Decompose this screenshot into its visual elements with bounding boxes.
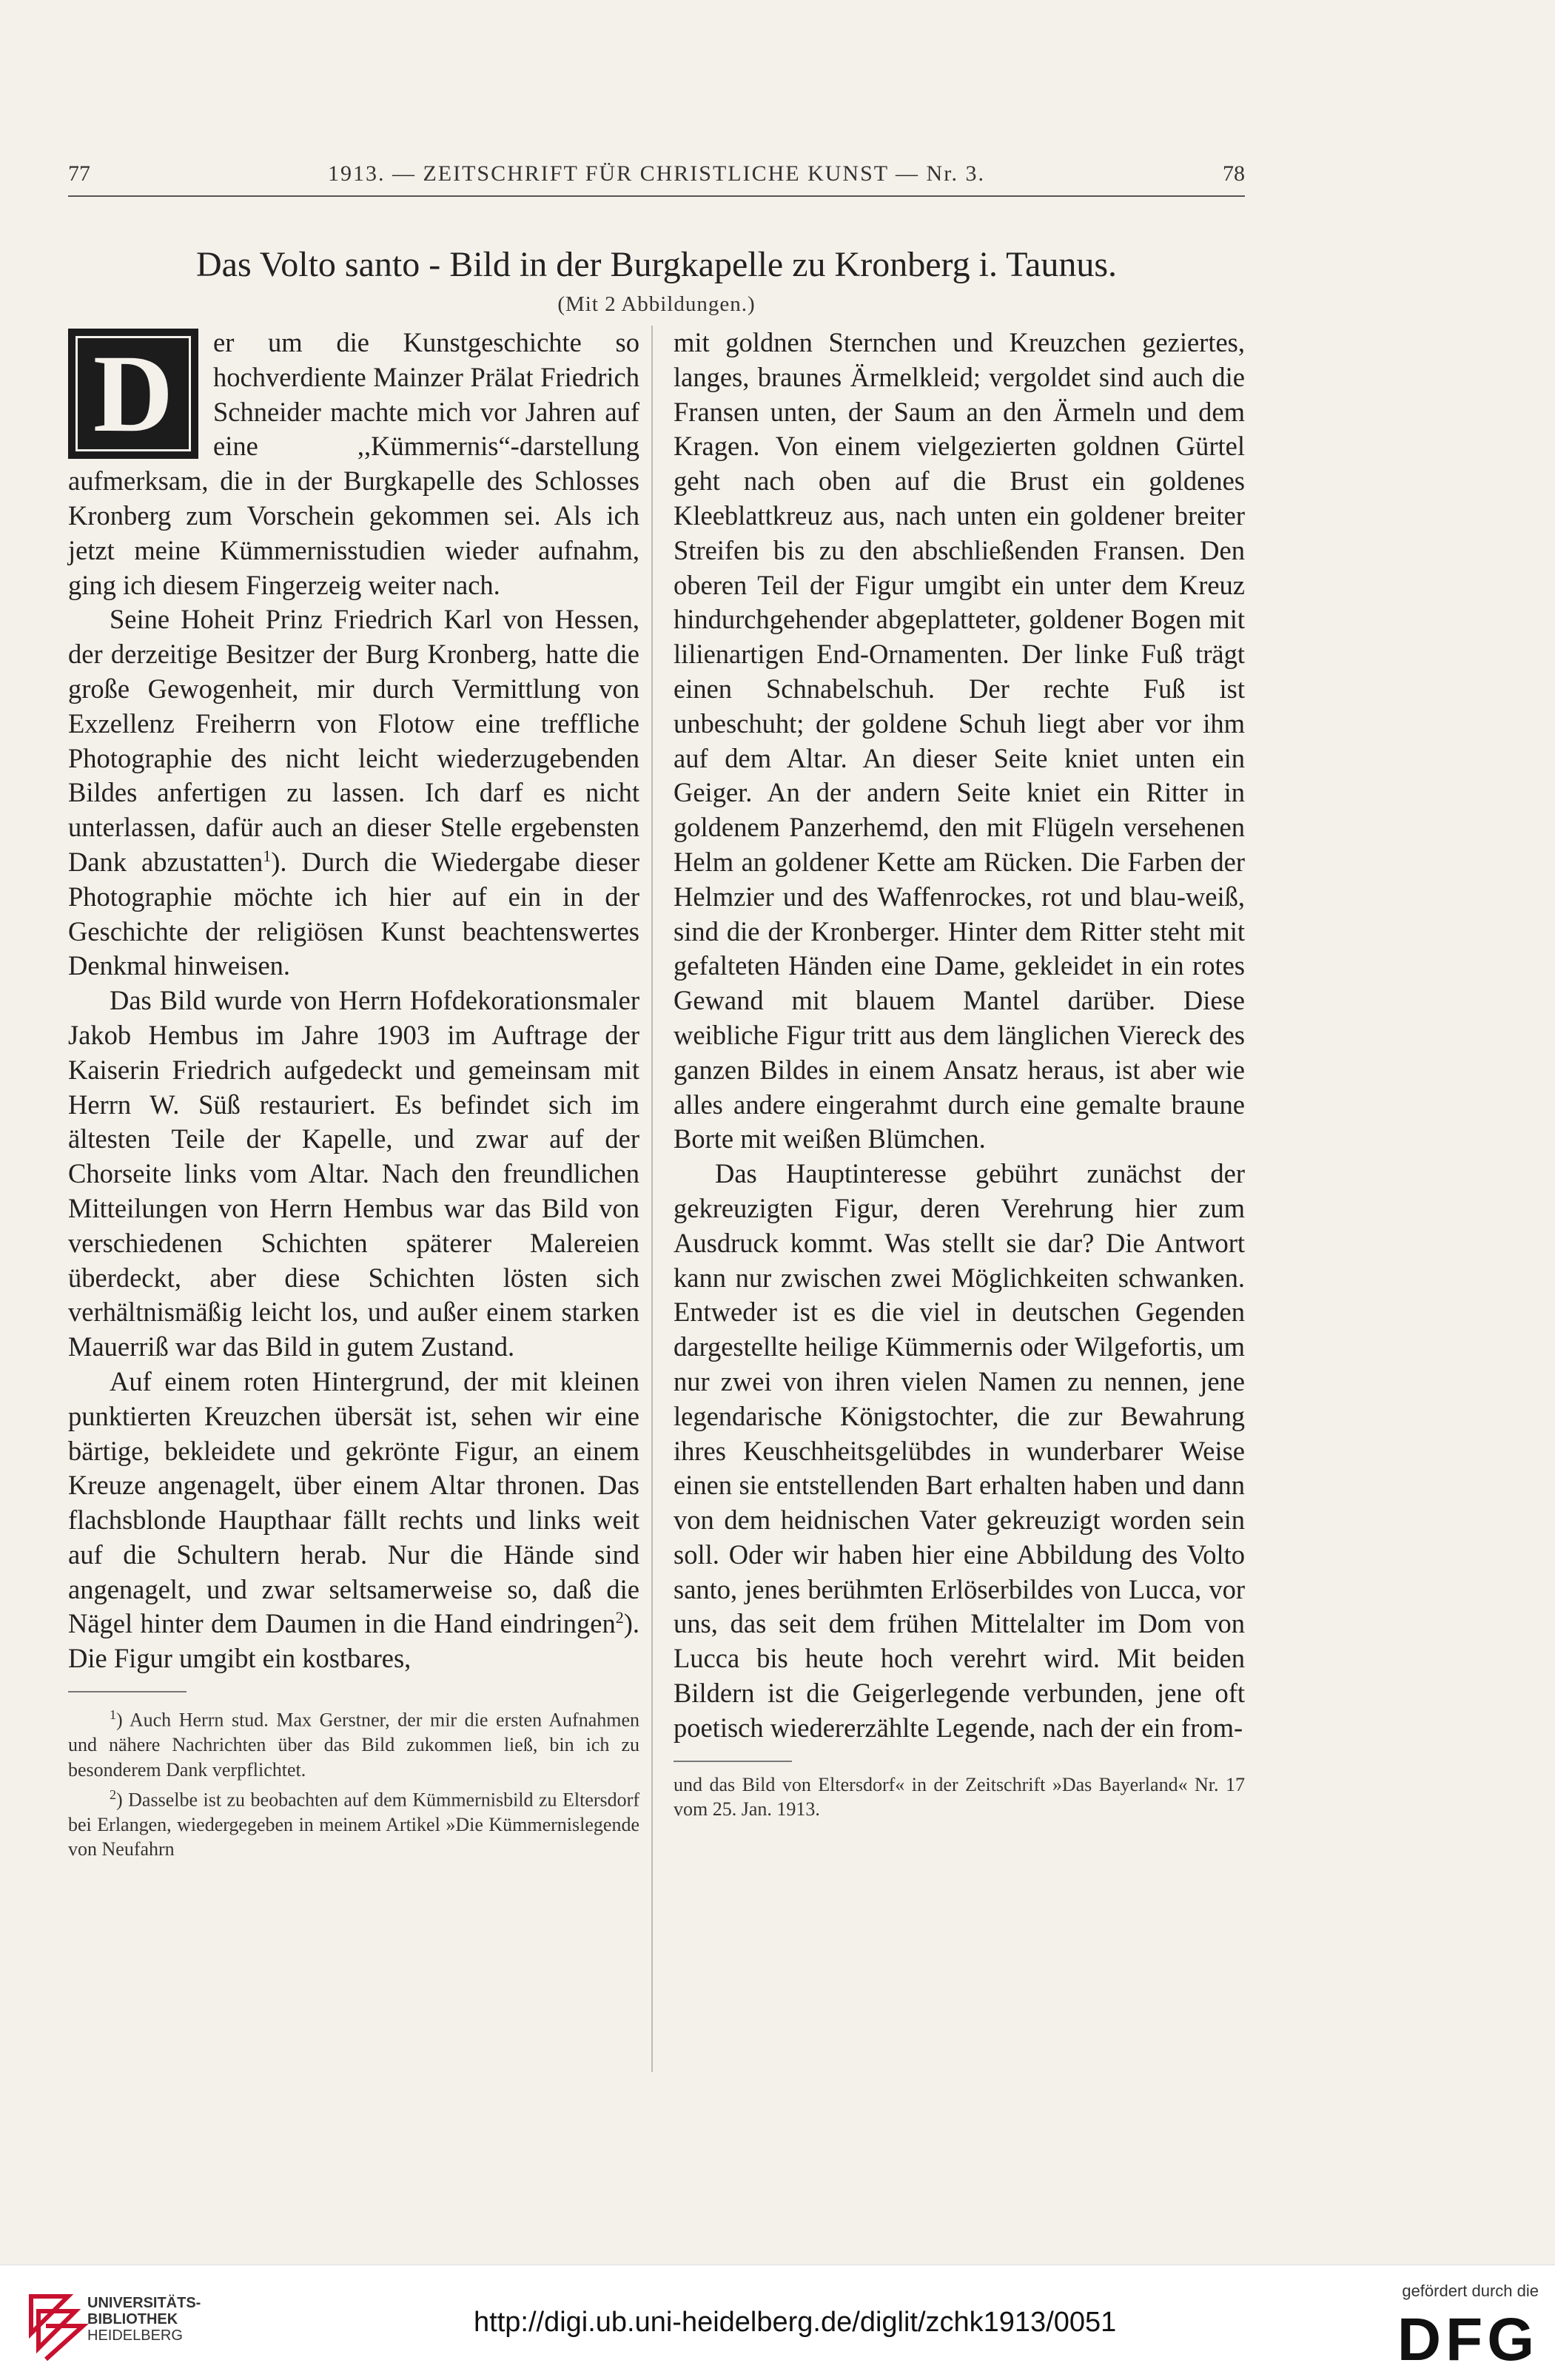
library-line-1: UNIVERSITÄTS- bbox=[87, 2295, 201, 2311]
page-number-left: 77 bbox=[68, 161, 90, 186]
university-library-logo-icon bbox=[16, 2282, 90, 2363]
footnote-2-continued: und das Bild von Eltersdorf« in der Zeitschrift »Das Bayerland« Nr. 17 vom 25. Jan. 1913. bbox=[674, 1773, 1245, 1821]
running-header bbox=[68, 161, 1245, 198]
paragraph-4-text: Auf einem roten Hintergrund, der mit kleinen punktierten Kreuzchen übersät ist, sehen wir eine bärtige, bekleidete und gekrönte Figur, an einem Kreuze angenagelt, über einem Altar thronen. Das flachsblonde Haupthaar fällt rechts und links weit auf die Schultern herab. Nur die Hände sind angenagelt, und zwar seltsamerweise so, daß die Nägel hinter dem Daumen in die Hand eindringen bbox=[68, 1365, 639, 1639]
column-separator bbox=[651, 326, 653, 2072]
footnote-2: $^2$) Dasselbe ist zu beobachten auf dem Kümmernisbild zu Eltersdorf bei Erlangen, wiedergegeben in meinem Artikel »Die Kümmernislegende von Neufahrn bbox=[68, 1786, 639, 1860]
footnote-ref-2: 2 bbox=[615, 1608, 624, 1627]
library-line-3: HEIDELBERG bbox=[87, 2327, 183, 2344]
footer-bar bbox=[0, 2265, 1555, 2380]
left-column bbox=[68, 326, 639, 1862]
running-title: 1913. — ZEITSCHRIFT FÜR CHRISTLICHE KUNST — Nr. 3. bbox=[327, 161, 986, 186]
paragraph-5: mit goldnen Sternchen und Kreuzchen geziertes, langes, braunes Ärmelkleid; vergoldet sind auch die Fransen unten, der Saum an den Ärmeln und dem Kragen. Von einem vielgezierten goldnen Gürtel geht nach oben auf die Brust ein goldenes Kleeblattkreuz aus, nach unten ein goldener breiter Streifen bis zu den abschließenden Fransen. Den oberen Teil der Figur umgibt ein unter dem Kreuz hindurchgehender abgeplatteter, goldener Bogen mit lilienartigen End-Ornamenten. Der linke Fuß trägt einen Schnabelschuh. Der rechte Fuß ist unbeschuht; der goldene Schuh liegt aber vor ihm auf dem Altar. An dieser Seite kniet unten ein Geiger. An der andern Seite kniet ein Ritter in goldenem Panzerhemd, den mit Flügeln versehenen Helm an goldener Kette am Rücken. Die Farben der Helmzier und des Waffenrockes, rot und blau-weiß, sind die der Kronberger. Hinter dem Ritter steht mit gefalteten Händen eine Dame, gekleidet in ein rotes Gewand mit blauem Mantel darüber. Diese weibliche Figur tritt aus dem länglichen Viereck des ganzen Bildes in einem Ansatz heraus, ist aber wie alles andere eingerahmt durch eine gemalte braune Borte mit weißen Blümchen. bbox=[674, 327, 1245, 1154]
paragraph-4 bbox=[68, 1365, 639, 1676]
paragraph-2 bbox=[68, 602, 639, 984]
library-line-2: BIBLIOTHEK bbox=[87, 2311, 178, 2327]
footnote-2-mark: 2 bbox=[110, 1786, 116, 1802]
funding-label: gefördert durch die bbox=[1402, 2282, 1539, 2300]
ornamental-initial: D bbox=[68, 329, 198, 459]
right-column bbox=[674, 326, 1245, 1822]
header-rule bbox=[68, 195, 1245, 197]
page-number-right: 78 bbox=[1223, 161, 1245, 186]
footnote-2-text: Dasselbe ist zu beobachten auf dem Kümmernisbild zu Eltersdorf bei Erlangen, wiedergegeben in meinem Artikel »Die Kümmernislegende von Neufahrn bbox=[68, 1789, 639, 1860]
permalink-url[interactable]: http://digi.ub.uni-heidelberg.de/diglit/zchk1913/0051 bbox=[474, 2307, 1117, 2338]
paragraph-4-tail: ). Die Figur umgibt ein kostbares, bbox=[68, 1608, 639, 1674]
article-subtitle: (Mit 2 Abbildungen.) bbox=[557, 292, 756, 316]
article-title: Das Volto santo - Bild in der Burgkapelle zu Kronberg i. Taunus. bbox=[195, 245, 1118, 284]
dfg-logo: DFG bbox=[1397, 2306, 1539, 2373]
footnote-1-mark: 1 bbox=[110, 1707, 116, 1723]
footnote-rule-right bbox=[674, 1761, 792, 1762]
paragraph-2-text: Seine Hoheit Prinz Friedrich Karl von Hessen, der derzeitige Besitzer der Burg Kronberg, hatte die große Gewogenheit, mir durch Vermittlung von Exzellenz Freiherrn von Flotow eine treffliche Photographie des nicht leicht wiederzugebenden Bildes anfertigen zu lassen. Ich darf es nicht unterlassen, dafür auch an dieser Stelle ergebensten Dank abzustatten bbox=[68, 604, 639, 877]
university-library-name bbox=[87, 2295, 201, 2344]
paragraph-1: er um die Kunstgeschichte so hochverdiente Mainzer Prälat Friedrich Schneider machte mich vor Jahren auf eine ,,Kümmernis“-darstellung aufmerksam, die in der Burgkapelle des Schlosses Kronberg zum Vorschein gekommen sei. Als ich jetzt meine Kümmernisstudien wieder aufnahm, ging ich diesem Fingerzeig weiter nach. bbox=[68, 327, 639, 600]
footnote-1: $^1$) Auch Herrn stud. Max Gerstner, der mir die ersten Aufnahmen und nähere Nachrichten über das Bild zukommen ließ, bin ich zu besonderem Dank verpflichtet. bbox=[68, 1707, 640, 1781]
paragraph-2-tail: ). Durch die Wiedergabe dieser Photographie möchte ich hier auf ein in der Geschichte der religiösen Kunst beachtenswertes Denkmal hinweisen. bbox=[68, 846, 639, 981]
paragraph-6: Das Hauptinteresse gebührt zunächst der gekreuzigten Figur, deren Verehrung hier zum Ausdruck kommt. Was stellt sie dar? Die Antwort kann nur zwischen zwei Möglichkeiten schwanken. Entweder ist es die viel in deutschen Gegenden dargestellte heilige Kümmernis oder Wilgefortis, um nur zwei von ihren vielen Namen zu nennen, jene legendarische Königstochter, die zur Bewahrung ihres Keuschheitsgelübdes in wunderbarer Weise einen sie entstellenden Bart erhalten haben und dann von dem heidnischen Vater gekreuzigt worden sein soll. Oder wir haben hier eine Abbildung des Volto santo, jenes berühmten Erlöserbildes von Lucca, vor uns, das seit dem frühen Mittelalter im Dom von Lucca bis heute hoch verehrt wird. Mit beiden Bildern ist die Geigerlegende verbunden, jene oft poetisch wiedererzählte Legende, nach der ein from- bbox=[674, 1158, 1245, 1743]
footnote-1-text: Auch Herrn stud. Max Gerstner, der mir die ersten Aufnahmen und nähere Nachrichten über das Bild zukommen ließ, bin ich zu besonderem Dank verpflichtet. bbox=[68, 1709, 640, 1781]
footnote-ref-1: 1 bbox=[263, 846, 272, 865]
paragraph-3: Das Bild wurde von Herrn Hofdekorationsmaler Jakob Hembus im Jahre 1903 im Auftrage der Kaiserin Friedrich aufgedeckt und gemeinsam mit Herrn W. Süß restauriert. Es befindet sich im ältesten Teile der Kapelle, und zwar auf der Chorseite links vom Altar. Nach den freundlichen Mitteilungen von Herrn Hembus war das Bild von verschiedenen Schichten späterer Malereien überdeckt, aber diese Schichten lösten sich verhältnismäßig leicht los, und außer einem starken Mauerriß war das Bild in gutem Zustand. bbox=[68, 985, 639, 1362]
footnote-rule bbox=[68, 1691, 187, 1692]
